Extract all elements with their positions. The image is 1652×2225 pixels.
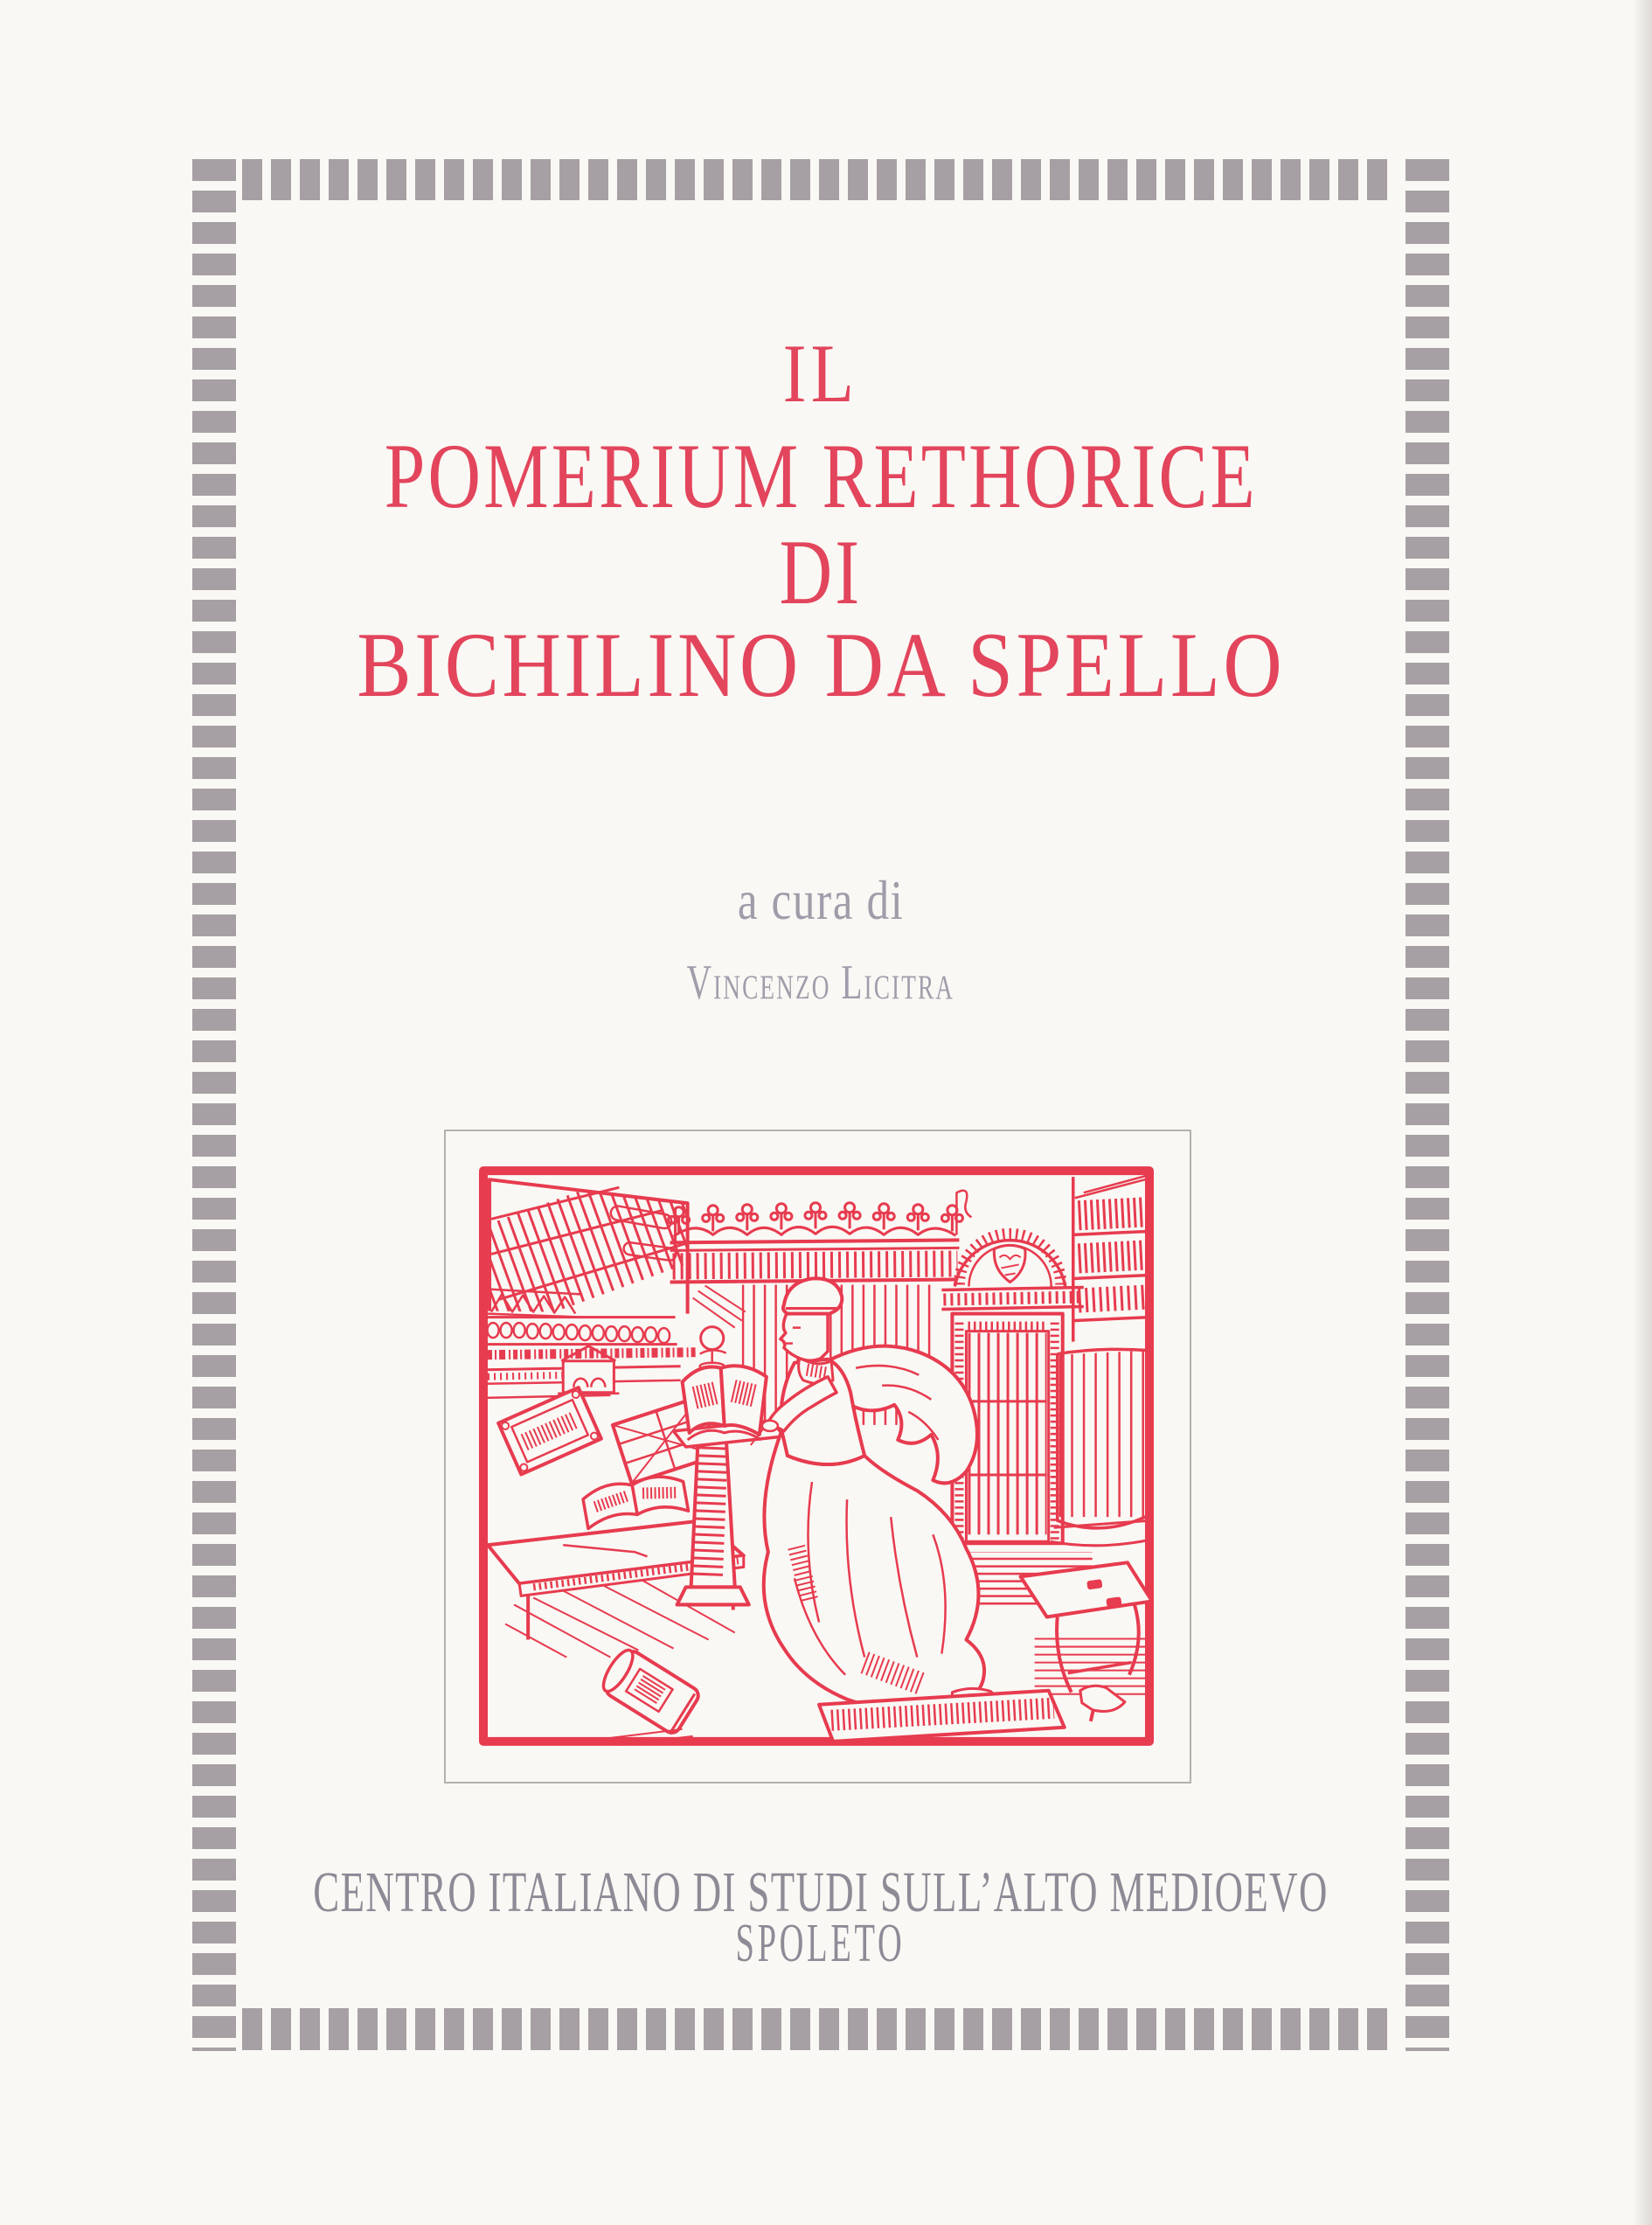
editor-name: Vincenzo Licitra (686, 956, 955, 1010)
ink-jar (597, 1644, 701, 1736)
scan-edge-shadow (1633, 0, 1652, 2225)
publisher-name: CENTRO ITALIANO DI STUDI SULL’ALTO MEDIOEVO (313, 1860, 1329, 1924)
title-line-4 (0, 614, 1642, 716)
title-text-1: IL (782, 327, 859, 420)
scholar-figure (751, 1278, 1003, 1710)
gothic-cresting (669, 1191, 972, 1283)
title-text-2: POMERIUM RETHORICE (384, 425, 1258, 527)
bed-curtain (1051, 1349, 1150, 1545)
woodcut-frame (444, 1130, 1191, 1783)
title-line-1 (0, 327, 1642, 420)
border-bottom (242, 2008, 1392, 2050)
cabinet-shelves (485, 1179, 691, 1313)
title-line-2 (0, 425, 1642, 527)
woodcut-scholar-illustration (479, 1166, 1154, 1746)
border-top (242, 159, 1392, 200)
title-line-3 (0, 521, 1642, 623)
title-text-3: DI (779, 521, 863, 623)
bookshelf (1073, 1175, 1150, 1341)
title-text-4: BICHILINO DA SPELLO (357, 614, 1285, 716)
lamp (693, 1285, 746, 1369)
editor-prefix: a cura di (737, 869, 905, 931)
publisher-city: SPOLETO (735, 1914, 906, 1973)
